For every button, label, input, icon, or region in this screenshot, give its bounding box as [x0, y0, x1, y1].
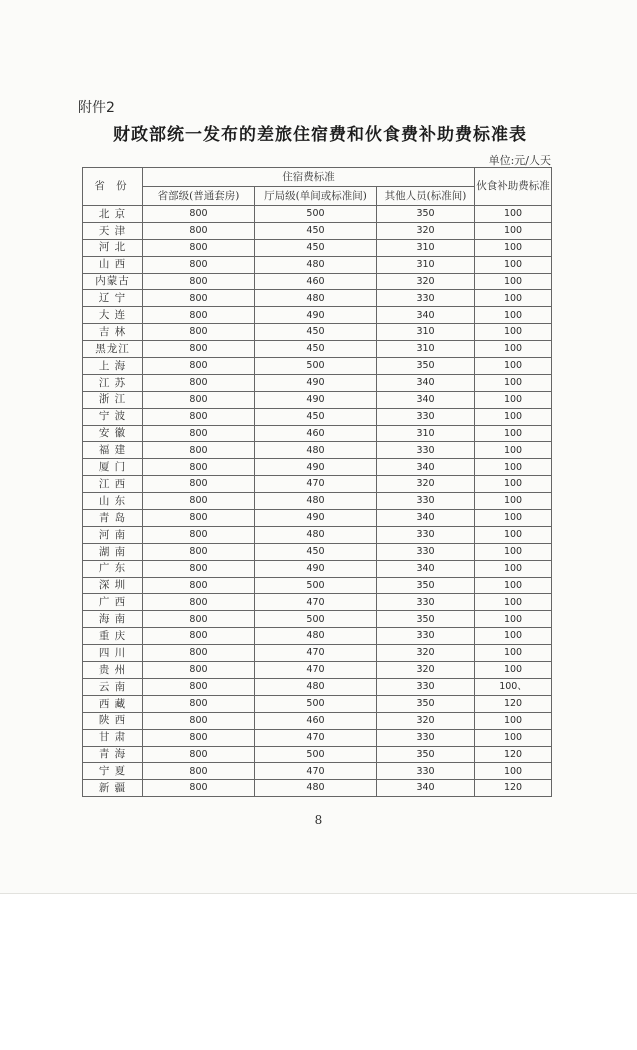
cell-bureau-rate: 460	[255, 425, 377, 442]
table-row	[83, 476, 552, 493]
cell-meal-allowance: 100	[475, 543, 552, 560]
cell-other-staff-rate: 320	[377, 476, 475, 493]
cell-ministerial-rate: 800	[143, 560, 255, 577]
cell-ministerial-rate: 800	[143, 256, 255, 273]
cell-bureau-rate: 500	[255, 577, 377, 594]
table-row	[83, 222, 552, 239]
table-row	[83, 206, 552, 223]
cell-meal-allowance: 100	[475, 206, 552, 223]
cell-province: 新 疆	[83, 780, 143, 797]
cell-ministerial-rate: 800	[143, 678, 255, 695]
cell-meal-allowance: 100	[475, 577, 552, 594]
table-row	[83, 442, 552, 459]
cell-bureau-rate: 450	[255, 341, 377, 358]
cell-meal-allowance: 100	[475, 729, 552, 746]
table-row	[83, 374, 552, 391]
table-row	[83, 391, 552, 408]
table-row	[83, 459, 552, 476]
cell-meal-allowance: 100	[475, 391, 552, 408]
cell-ministerial-rate: 800	[143, 695, 255, 712]
header-meal-allowance: 伙食补助费标准	[475, 168, 552, 206]
cell-meal-allowance: 100	[475, 442, 552, 459]
cell-other-staff-rate: 310	[377, 256, 475, 273]
cell-bureau-rate: 500	[255, 206, 377, 223]
cell-province: 云 南	[83, 678, 143, 695]
cell-other-staff-rate: 350	[377, 746, 475, 763]
cell-ministerial-rate: 800	[143, 746, 255, 763]
cell-province: 重 庆	[83, 628, 143, 645]
cell-other-staff-rate: 320	[377, 662, 475, 679]
cell-province: 四 川	[83, 645, 143, 662]
cell-ministerial-rate: 800	[143, 780, 255, 797]
cell-bureau-rate: 480	[255, 628, 377, 645]
table-row	[83, 577, 552, 594]
cell-province: 黑龙江	[83, 341, 143, 358]
cell-ministerial-rate: 800	[143, 222, 255, 239]
cell-ministerial-rate: 800	[143, 324, 255, 341]
cell-meal-allowance: 120	[475, 780, 552, 797]
cell-meal-allowance: 100	[475, 222, 552, 239]
header-lodging-standard: 住宿费标准	[143, 168, 475, 187]
table-body	[83, 206, 552, 797]
cell-ministerial-rate: 800	[143, 391, 255, 408]
cell-bureau-rate: 490	[255, 510, 377, 527]
cell-other-staff-rate: 310	[377, 341, 475, 358]
table-row	[83, 408, 552, 425]
table-row	[83, 611, 552, 628]
cell-bureau-rate: 450	[255, 408, 377, 425]
cell-other-staff-rate: 340	[377, 560, 475, 577]
cell-province: 陕 西	[83, 712, 143, 729]
cell-province: 大 连	[83, 307, 143, 324]
cell-province: 浙 江	[83, 391, 143, 408]
cell-other-staff-rate: 340	[377, 307, 475, 324]
cell-province: 北 京	[83, 206, 143, 223]
cell-province: 内蒙古	[83, 273, 143, 290]
cell-ministerial-rate: 800	[143, 476, 255, 493]
cell-ministerial-rate: 800	[143, 425, 255, 442]
cell-other-staff-rate: 330	[377, 594, 475, 611]
header-ministerial: 省部级(普通套房)	[143, 187, 255, 206]
cell-other-staff-rate: 330	[377, 408, 475, 425]
cell-province: 宁 夏	[83, 763, 143, 780]
attachment-label: 附件2	[78, 100, 115, 116]
cell-ministerial-rate: 800	[143, 526, 255, 543]
cell-bureau-rate: 490	[255, 560, 377, 577]
cell-meal-allowance: 120	[475, 746, 552, 763]
page-title: 财政部统一发布的差旅住宿费和伙食费补助费标准表	[113, 125, 527, 145]
cell-province: 广 东	[83, 560, 143, 577]
cell-meal-allowance: 100	[475, 510, 552, 527]
cell-other-staff-rate: 330	[377, 526, 475, 543]
table-row	[83, 628, 552, 645]
table-row	[83, 712, 552, 729]
cell-other-staff-rate: 340	[377, 374, 475, 391]
cell-bureau-rate: 490	[255, 391, 377, 408]
cell-province: 青 海	[83, 746, 143, 763]
table-row	[83, 645, 552, 662]
allowance-standards-table	[82, 167, 552, 797]
cell-bureau-rate: 500	[255, 695, 377, 712]
cell-province: 山 西	[83, 256, 143, 273]
cell-other-staff-rate: 350	[377, 358, 475, 375]
cell-ministerial-rate: 800	[143, 358, 255, 375]
header-other-staff: 其他人员(标准间)	[377, 187, 475, 206]
cell-meal-allowance: 100	[475, 662, 552, 679]
cell-meal-allowance: 100	[475, 341, 552, 358]
cell-ministerial-rate: 800	[143, 273, 255, 290]
cell-bureau-rate: 490	[255, 307, 377, 324]
cell-province: 河 南	[83, 526, 143, 543]
cell-ministerial-rate: 800	[143, 307, 255, 324]
cell-bureau-rate: 500	[255, 358, 377, 375]
table-row	[83, 273, 552, 290]
cell-bureau-rate: 480	[255, 256, 377, 273]
cell-ministerial-rate: 800	[143, 628, 255, 645]
cell-province: 西 藏	[83, 695, 143, 712]
cell-bureau-rate: 470	[255, 729, 377, 746]
cell-other-staff-rate: 320	[377, 222, 475, 239]
cell-ministerial-rate: 800	[143, 729, 255, 746]
cell-province: 广 西	[83, 594, 143, 611]
cell-province: 江 苏	[83, 374, 143, 391]
cell-bureau-rate: 490	[255, 374, 377, 391]
cell-other-staff-rate: 320	[377, 273, 475, 290]
cell-meal-allowance: 120	[475, 695, 552, 712]
table-row	[83, 307, 552, 324]
table-header	[83, 168, 552, 206]
table-row	[83, 358, 552, 375]
cell-ministerial-rate: 800	[143, 408, 255, 425]
cell-bureau-rate: 470	[255, 645, 377, 662]
cell-province: 江 西	[83, 476, 143, 493]
table-row	[83, 678, 552, 695]
cell-ministerial-rate: 800	[143, 510, 255, 527]
table-row	[83, 425, 552, 442]
cell-meal-allowance: 100	[475, 256, 552, 273]
cell-province: 青 岛	[83, 510, 143, 527]
cell-bureau-rate: 470	[255, 476, 377, 493]
page-number: 8	[314, 813, 323, 827]
cell-other-staff-rate: 340	[377, 459, 475, 476]
cell-province: 湖 南	[83, 543, 143, 560]
cell-meal-allowance: 100、	[475, 678, 552, 695]
cell-meal-allowance: 100	[475, 324, 552, 341]
cell-bureau-rate: 480	[255, 526, 377, 543]
cell-ministerial-rate: 800	[143, 712, 255, 729]
cell-ministerial-rate: 800	[143, 374, 255, 391]
cell-other-staff-rate: 330	[377, 729, 475, 746]
cell-other-staff-rate: 330	[377, 493, 475, 510]
cell-ministerial-rate: 800	[143, 543, 255, 560]
cell-other-staff-rate: 330	[377, 628, 475, 645]
cell-bureau-rate: 450	[255, 222, 377, 239]
cell-province: 福 建	[83, 442, 143, 459]
table-row	[83, 662, 552, 679]
table-row	[83, 780, 552, 797]
cell-other-staff-rate: 330	[377, 543, 475, 560]
cell-other-staff-rate: 340	[377, 780, 475, 797]
cell-province: 海 南	[83, 611, 143, 628]
table-row	[83, 695, 552, 712]
cell-meal-allowance: 100	[475, 459, 552, 476]
cell-bureau-rate: 470	[255, 662, 377, 679]
cell-ministerial-rate: 800	[143, 662, 255, 679]
header-province: 省 份	[83, 168, 143, 206]
cell-meal-allowance: 100	[475, 307, 552, 324]
table-row	[83, 763, 552, 780]
table-row	[83, 324, 552, 341]
cell-meal-allowance: 100	[475, 645, 552, 662]
table-row	[83, 510, 552, 527]
cell-ministerial-rate: 800	[143, 290, 255, 307]
cell-other-staff-rate: 310	[377, 324, 475, 341]
unit-label: 单位:元/人天	[488, 154, 551, 167]
cell-ministerial-rate: 800	[143, 459, 255, 476]
cell-bureau-rate: 470	[255, 763, 377, 780]
cell-province: 天 津	[83, 222, 143, 239]
cell-province: 山 东	[83, 493, 143, 510]
cell-bureau-rate: 450	[255, 324, 377, 341]
cell-bureau-rate: 490	[255, 459, 377, 476]
table-row	[83, 256, 552, 273]
cell-ministerial-rate: 800	[143, 577, 255, 594]
cell-bureau-rate: 500	[255, 746, 377, 763]
cell-meal-allowance: 100	[475, 526, 552, 543]
table-row	[83, 526, 552, 543]
cell-meal-allowance: 100	[475, 408, 552, 425]
table-row	[83, 239, 552, 256]
cell-meal-allowance: 100	[475, 374, 552, 391]
cell-ministerial-rate: 800	[143, 442, 255, 459]
cell-ministerial-rate: 800	[143, 206, 255, 223]
table-row	[83, 290, 552, 307]
cell-province: 宁 波	[83, 408, 143, 425]
cell-bureau-rate: 480	[255, 493, 377, 510]
cell-province: 贵 州	[83, 662, 143, 679]
cell-meal-allowance: 100	[475, 611, 552, 628]
cell-other-staff-rate: 350	[377, 695, 475, 712]
cell-ministerial-rate: 800	[143, 594, 255, 611]
cell-other-staff-rate: 330	[377, 678, 475, 695]
cell-bureau-rate: 480	[255, 290, 377, 307]
cell-province: 辽 宁	[83, 290, 143, 307]
table-row	[83, 594, 552, 611]
cell-other-staff-rate: 320	[377, 712, 475, 729]
cell-meal-allowance: 100	[475, 290, 552, 307]
table-row	[83, 543, 552, 560]
cell-bureau-rate: 460	[255, 273, 377, 290]
cell-meal-allowance: 100	[475, 425, 552, 442]
cell-province: 吉 林	[83, 324, 143, 341]
cell-province: 上 海	[83, 358, 143, 375]
cell-other-staff-rate: 310	[377, 425, 475, 442]
cell-meal-allowance: 100	[475, 763, 552, 780]
cell-ministerial-rate: 800	[143, 611, 255, 628]
cell-bureau-rate: 450	[255, 543, 377, 560]
cell-meal-allowance: 100	[475, 712, 552, 729]
cell-meal-allowance: 100	[475, 358, 552, 375]
cell-other-staff-rate: 350	[377, 206, 475, 223]
table-row	[83, 746, 552, 763]
cell-meal-allowance: 100	[475, 273, 552, 290]
cell-province: 安 徽	[83, 425, 143, 442]
cell-meal-allowance: 100	[475, 594, 552, 611]
cell-bureau-rate: 480	[255, 780, 377, 797]
cell-bureau-rate: 500	[255, 611, 377, 628]
cell-ministerial-rate: 800	[143, 645, 255, 662]
cell-other-staff-rate: 330	[377, 763, 475, 780]
cell-other-staff-rate: 340	[377, 391, 475, 408]
cell-bureau-rate: 470	[255, 594, 377, 611]
cell-province: 河 北	[83, 239, 143, 256]
cell-other-staff-rate: 330	[377, 290, 475, 307]
cell-bureau-rate: 480	[255, 678, 377, 695]
cell-other-staff-rate: 330	[377, 442, 475, 459]
cell-bureau-rate: 480	[255, 442, 377, 459]
cell-bureau-rate: 450	[255, 239, 377, 256]
table-row	[83, 560, 552, 577]
header-bureau: 厅局级(单间或标准间)	[255, 187, 377, 206]
cell-bureau-rate: 460	[255, 712, 377, 729]
cell-ministerial-rate: 800	[143, 341, 255, 358]
cell-meal-allowance: 100	[475, 560, 552, 577]
table-row	[83, 493, 552, 510]
cell-other-staff-rate: 340	[377, 510, 475, 527]
cell-meal-allowance: 100	[475, 493, 552, 510]
table-row	[83, 729, 552, 746]
cell-ministerial-rate: 800	[143, 239, 255, 256]
cell-other-staff-rate: 350	[377, 611, 475, 628]
cell-other-staff-rate: 310	[377, 239, 475, 256]
cell-ministerial-rate: 800	[143, 493, 255, 510]
cell-other-staff-rate: 320	[377, 645, 475, 662]
cell-ministerial-rate: 800	[143, 763, 255, 780]
table-row	[83, 341, 552, 358]
cell-province: 厦 门	[83, 459, 143, 476]
cell-other-staff-rate: 350	[377, 577, 475, 594]
cell-meal-allowance: 100	[475, 239, 552, 256]
cell-meal-allowance: 100	[475, 476, 552, 493]
cell-meal-allowance: 100	[475, 628, 552, 645]
cell-province: 深 圳	[83, 577, 143, 594]
cell-province: 甘 肃	[83, 729, 143, 746]
